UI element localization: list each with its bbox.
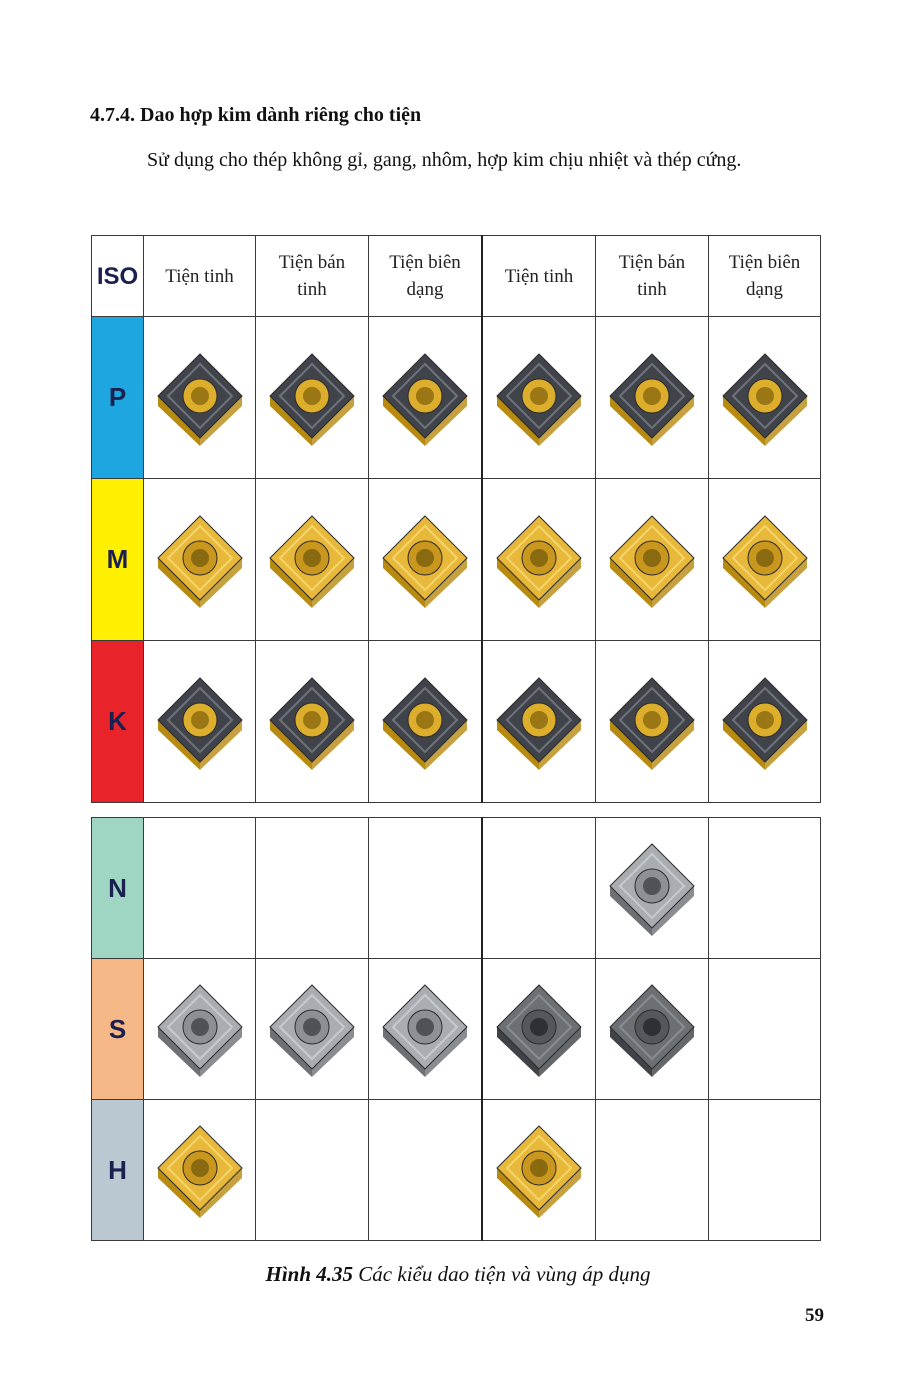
insert-cell [596,818,709,959]
cutting-insert-icon [494,510,584,610]
cutting-insert-icon [155,672,245,772]
insert-cell [709,317,821,479]
cutting-insert-icon [607,672,697,772]
insert-cell [256,959,369,1100]
cutting-insert-icon [380,979,470,1079]
cutting-insert-icon [380,348,470,448]
insert-cell [369,317,483,479]
insert-cell [482,641,596,803]
cutting-insert-icon [494,672,584,772]
cutting-insert-icon [607,979,697,1079]
cutting-insert-icon [720,510,810,610]
cutting-insert-icon [607,348,697,448]
insert-cell [256,818,369,959]
insert-cell [596,1100,709,1241]
insert-cell [482,959,596,1100]
iso-row-n [92,818,821,959]
cutting-insert-icon [494,979,584,1079]
insert-cell [144,641,256,803]
col-header: Tiện tinh [482,236,596,317]
cutting-insert-icon [267,672,357,772]
insert-cell [144,1100,256,1241]
insert-cell [596,479,709,641]
cutting-insert-icon [494,348,584,448]
cutting-insert-icon [720,672,810,772]
cutting-insert-icon [720,348,810,448]
iso-row-p [92,317,821,479]
insert-cell [256,1100,369,1241]
insert-cell [596,641,709,803]
insert-cell [256,317,369,479]
col-header: Tiện bán tinh [256,236,369,317]
cutting-insert-icon [155,1120,245,1220]
body-paragraph: Sử dụng cho thép không gỉ, gang, nhôm, hợp kim chịu nhiệt và thép cứng. [147,149,742,171]
cutting-insert-icon [155,979,245,1079]
insert-cell [596,317,709,479]
insert-cell [144,959,256,1100]
cutting-insert-icon [607,510,697,610]
iso-row-k [92,641,821,803]
iso-label: N [92,818,144,959]
cutting-insert-icon [267,510,357,610]
col-header: Tiện bán tinh [596,236,709,317]
insert-cell [482,317,596,479]
insert-cell [482,1100,596,1241]
cutting-insert-icon [155,348,245,448]
insert-cell [709,1100,821,1241]
insert-cell [144,818,256,959]
insert-cell [482,479,596,641]
insert-cell [144,317,256,479]
insert-cell [709,818,821,959]
insert-cell [482,818,596,959]
insert-table-bottom [91,817,821,1241]
iso-row-m [92,479,821,641]
header-row [92,236,821,317]
insert-cell [369,959,483,1100]
cutting-insert-icon [380,510,470,610]
cutting-insert-icon [267,979,357,1079]
section-heading: 4.7.4. Dao hợp kim dành riêng cho tiện [90,104,422,126]
iso-label: H [92,1100,144,1241]
col-header: Tiện tinh [144,236,256,317]
insert-cell [709,479,821,641]
insert-cell [709,641,821,803]
insert-cell [256,479,369,641]
cutting-insert-icon [267,348,357,448]
insert-cell [256,641,369,803]
iso-label: P [92,317,144,479]
iso-label: S [92,959,144,1100]
insert-cell [596,959,709,1100]
iso-header: ISO [92,236,144,317]
col-header: Tiện biên dạng [369,236,483,317]
cutting-insert-icon [155,510,245,610]
cutting-insert-icon [607,838,697,938]
iso-label: K [92,641,144,803]
cutting-insert-icon [380,672,470,772]
insert-table-top [91,235,821,803]
insert-cell [369,1100,483,1241]
figure-caption: Hình 4.35 Các kiểu dao tiện và vùng áp dụng [265,1262,651,1286]
insert-cell [369,818,483,959]
iso-row-h [92,1100,821,1241]
col-header: Tiện biên dạng [709,236,821,317]
page-number: 59 [805,1305,824,1326]
insert-cell [709,959,821,1100]
insert-cell [369,641,483,803]
iso-label: M [92,479,144,641]
insert-cell [144,479,256,641]
insert-cell [369,479,483,641]
iso-row-s [92,959,821,1100]
cutting-insert-icon [494,1120,584,1220]
